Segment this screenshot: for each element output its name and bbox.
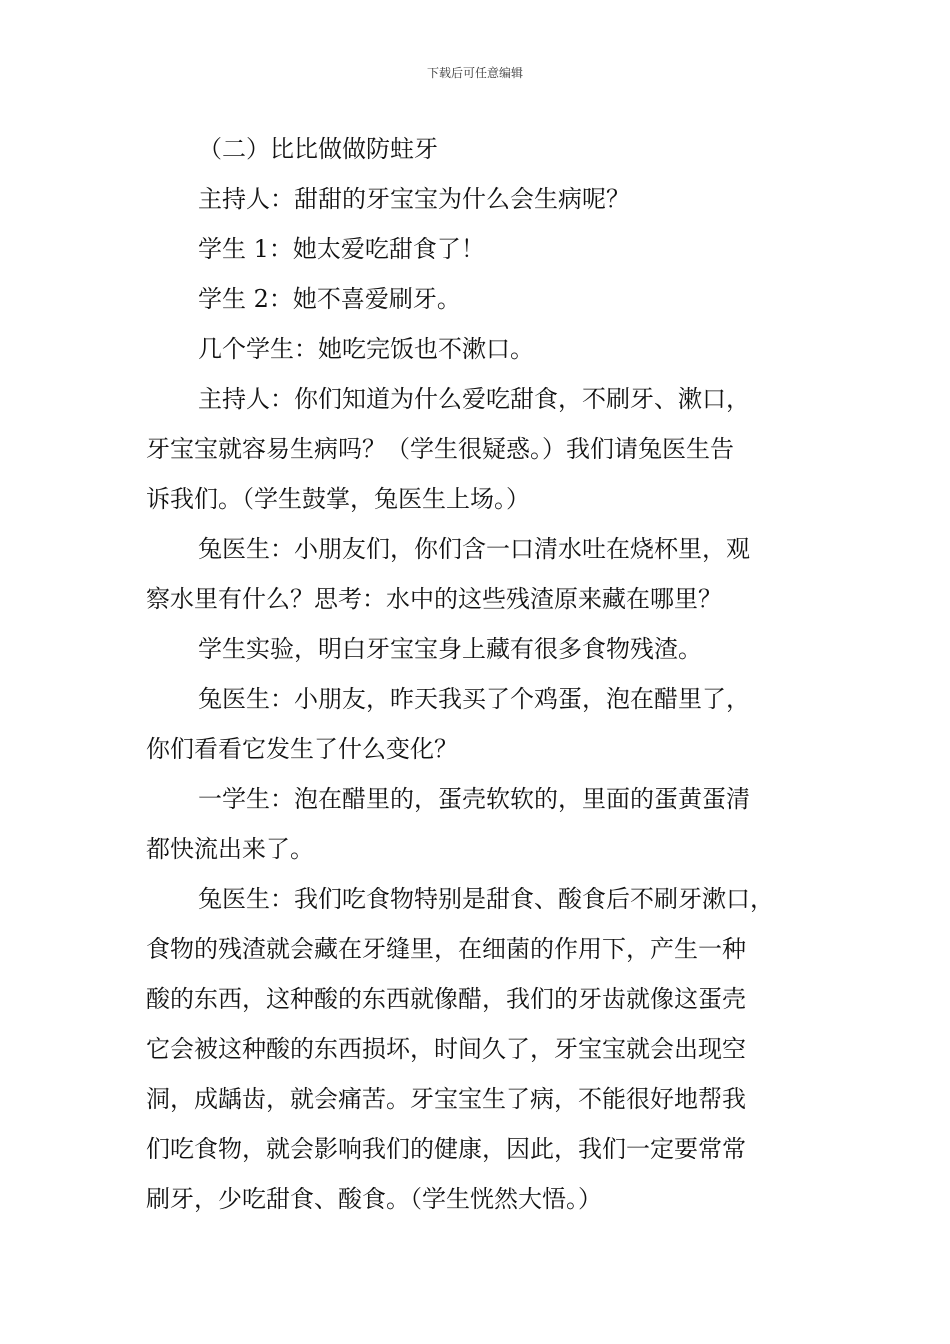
paragraph-line: 学生 1：她太爱吃甜食了！ [198, 235, 485, 263]
paragraph-line: 几个学生：她吃完饭也不漱口。 [198, 335, 534, 363]
section-heading: （二）比比做做防蛀牙 [198, 135, 438, 163]
paragraph-line: 诉我们。（学生鼓掌，兔医生上场。） [146, 485, 530, 513]
paragraph-line: 酸的东西，这种酸的东西就像醋，我们的牙齿就像这蛋壳 [146, 985, 746, 1013]
paragraph-line: 一学生：泡在醋里的，蛋壳软软的，里面的蛋黄蛋清 [198, 785, 750, 813]
paragraph-line: 主持人：你们知道为什么爱吃甜食，不刷牙、漱口， [198, 385, 750, 413]
paragraph-line: 洞，成龋齿，就会痛苦。牙宝宝生了病，不能很好地帮我 [146, 1085, 746, 1113]
paragraph-line: 它会被这种酸的东西损坏，时间久了，牙宝宝就会出现空 [146, 1035, 746, 1063]
paragraph-line: 兔医生：小朋友，昨天我买了个鸡蛋，泡在醋里了， [198, 685, 750, 713]
paragraph-line: 都快流出来了。 [146, 835, 314, 863]
page-header: 下载后可任意编辑 [426, 66, 523, 80]
paragraph-line: 兔医生：小朋友们，你们含一口清水吐在烧杯里，观 [198, 535, 750, 563]
paragraph-line: 你们看看它发生了什么变化？ [146, 735, 458, 763]
paragraph-line: 们吃食物，就会影响我们的健康，因此，我们一定要常常 [146, 1135, 746, 1163]
paragraph-line: 察水里有什么？思考：水中的这些残渣原来藏在哪里？ [146, 585, 722, 613]
paragraph-line: 学生实验，明白牙宝宝身上藏有很多食物残渣。 [198, 635, 702, 663]
paragraph-line: 牙宝宝就容易生病吗？（学生很疑惑。）我们请兔医生告 [146, 435, 734, 463]
paragraph-line: 主持人：甜甜的牙宝宝为什么会生病呢？ [198, 185, 630, 213]
paragraph-line: 学生 2：她不喜爱刷牙。 [198, 285, 461, 313]
paragraph-line: 刷牙，少吃甜食、酸食。（学生恍然大悟。） [146, 1185, 602, 1213]
paragraph-line: 食物的残渣就会藏在牙缝里，在细菌的作用下，产生一种 [146, 935, 746, 963]
paragraph-line: 兔医生：我们吃食物特别是甜食、酸食后不刷牙漱口， [198, 885, 774, 913]
